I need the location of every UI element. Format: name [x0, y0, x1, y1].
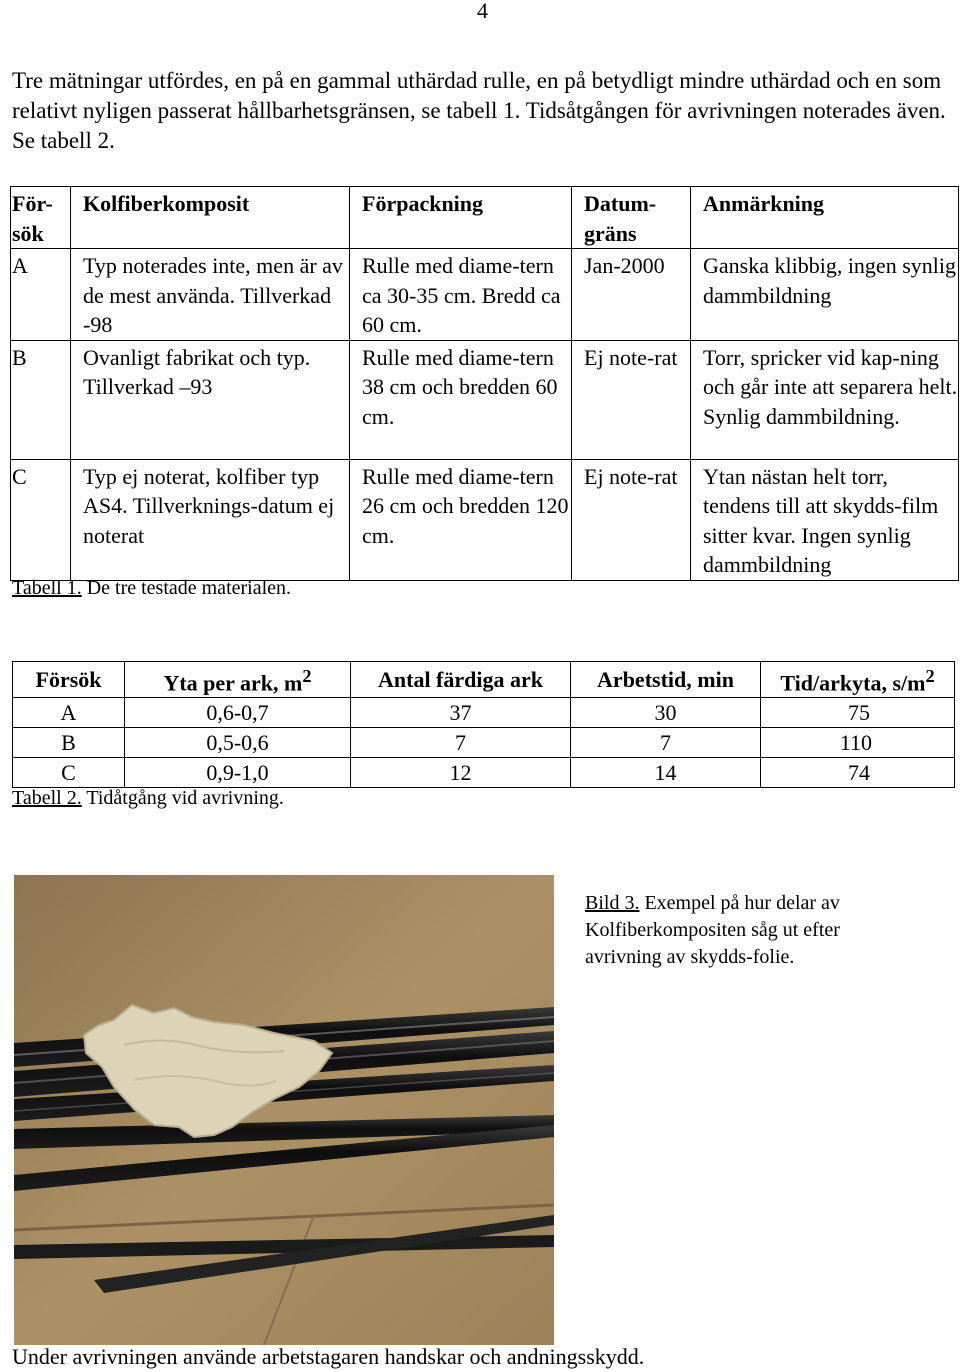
footer-text: Under avrivningen använde arbetstagaren handskar och andningsskydd. — [12, 1344, 645, 1369]
carbon-fiber-photo-svg — [14, 875, 554, 1345]
superscript-2: 2 — [925, 666, 935, 686]
header-yta-per-ark — [125, 662, 351, 698]
cell-datumgrans: Jan-2000 — [572, 249, 691, 341]
header-yta-per-ark-text: Yta per ark, m — [163, 670, 303, 696]
header-forpackning: Förpackning — [350, 187, 572, 249]
table1-caption-text: De tre testade materialen. — [81, 577, 292, 599]
cell-antal: 37 — [351, 698, 571, 728]
cell-datumgrans: Ej note-rat — [572, 340, 691, 459]
superscript-2: 2 — [302, 666, 312, 686]
cell-kolfiberkomposit: Typ ej noterat, kolfiber typ AS4. Tillverknings-datum ej noterat — [71, 459, 350, 580]
cell-forsok: B — [11, 340, 71, 459]
cell-tid: 110 — [761, 728, 955, 758]
intro-text: Tre mätningar utfördes, en på en gammal uthärdad rulle, en på betydligt mindre uthärdad och en som relativt nyligen passerat hållbarhetsgränsen, se tabell 1. Tidsåtgången för avrivningen noterades även. Se tabell 2. — [12, 68, 946, 153]
table1-caption-label: Tabell 1. — [12, 577, 82, 599]
cell-arbetstid: 7 — [571, 728, 761, 758]
cell-forsok: C — [13, 758, 125, 788]
cell-yta: 0,6-0,7 — [125, 698, 351, 728]
cell-yta: 0,5-0,6 — [125, 728, 351, 758]
table-row — [11, 459, 959, 580]
intro-paragraph — [12, 66, 952, 156]
cell-datumgrans: Ej note-rat — [572, 459, 691, 580]
table-row — [11, 249, 959, 341]
table-row — [13, 698, 955, 728]
table-row — [11, 340, 959, 459]
table-row — [13, 728, 955, 758]
cell-tid: 75 — [761, 698, 955, 728]
page-number: 4 — [477, 0, 488, 23]
header-tid-arkyta — [761, 662, 955, 698]
header-kolfiberkomposit: Kolfiberkomposit — [71, 187, 350, 249]
carbon-fiber-photo — [14, 875, 554, 1345]
table2-caption-text: Tidåtgång vid avrivning. — [81, 787, 284, 809]
table-header-row — [11, 187, 959, 249]
header-forsok: För-sök — [11, 187, 71, 249]
header-antal-fardiga-ark: Antal färdiga ark — [351, 662, 571, 698]
cell-forsok: A — [11, 249, 71, 341]
cell-antal: 12 — [351, 758, 571, 788]
header-datumgrans: Datum-gräns — [572, 187, 691, 249]
cell-forpackning: Rulle med diame-tern 26 cm och bredden 120 cm. — [350, 459, 572, 580]
header-forsok: Försök — [13, 662, 125, 698]
cell-anmarkning: Torr, spricker vid kap-ning och går inte att separera helt. Synlig dammbildning. — [691, 340, 959, 459]
cell-kolfiberkomposit: Ovanligt fabrikat och typ. Tillverkad –93 — [71, 340, 350, 459]
table-header-row — [13, 662, 955, 698]
cell-forsok: C — [11, 459, 71, 580]
cell-anmarkning: Ganska klibbig, ingen synlig dammbildning — [691, 249, 959, 341]
header-tid-arkyta-text: Tid/arkyta, s/m — [780, 670, 926, 696]
table-row — [13, 758, 955, 788]
cell-arbetstid: 30 — [571, 698, 761, 728]
table1-caption — [12, 577, 291, 600]
materials-table — [10, 186, 959, 581]
cell-forpackning: Rulle med diame-tern 38 cm och bredden 60 cm. — [350, 340, 572, 459]
cell-anmarkning: Ytan nästan helt torr, tendens till att skydds-film sitter kvar. Ingen synlig dammbildning — [691, 459, 959, 580]
header-anmarkning: Anmärkning — [691, 187, 959, 249]
header-arbetstid: Arbetstid, min — [571, 662, 761, 698]
cell-forsok: B — [13, 728, 125, 758]
table2-caption-label: Tabell 2. — [12, 787, 82, 809]
cell-arbetstid: 14 — [571, 758, 761, 788]
table2-caption — [12, 787, 284, 810]
cell-forpackning: Rulle med diame-tern ca 30-35 cm. Bredd ca 60 cm. — [350, 249, 572, 341]
figure-caption-label: Bild 3. — [585, 892, 640, 914]
figure-caption — [585, 890, 885, 971]
cell-forsok: A — [13, 698, 125, 728]
cell-antal: 7 — [351, 728, 571, 758]
figure-caption-text: Exempel på hur delar av Kolfiberkompositen såg ut efter avrivning av skydds-folie. — [585, 892, 840, 968]
cell-tid: 74 — [761, 758, 955, 788]
cell-yta: 0,9-1,0 — [125, 758, 351, 788]
time-table — [12, 661, 955, 788]
cell-kolfiberkomposit: Typ noterades inte, men är av de mest använda. Tillverkad -98 — [71, 249, 350, 341]
